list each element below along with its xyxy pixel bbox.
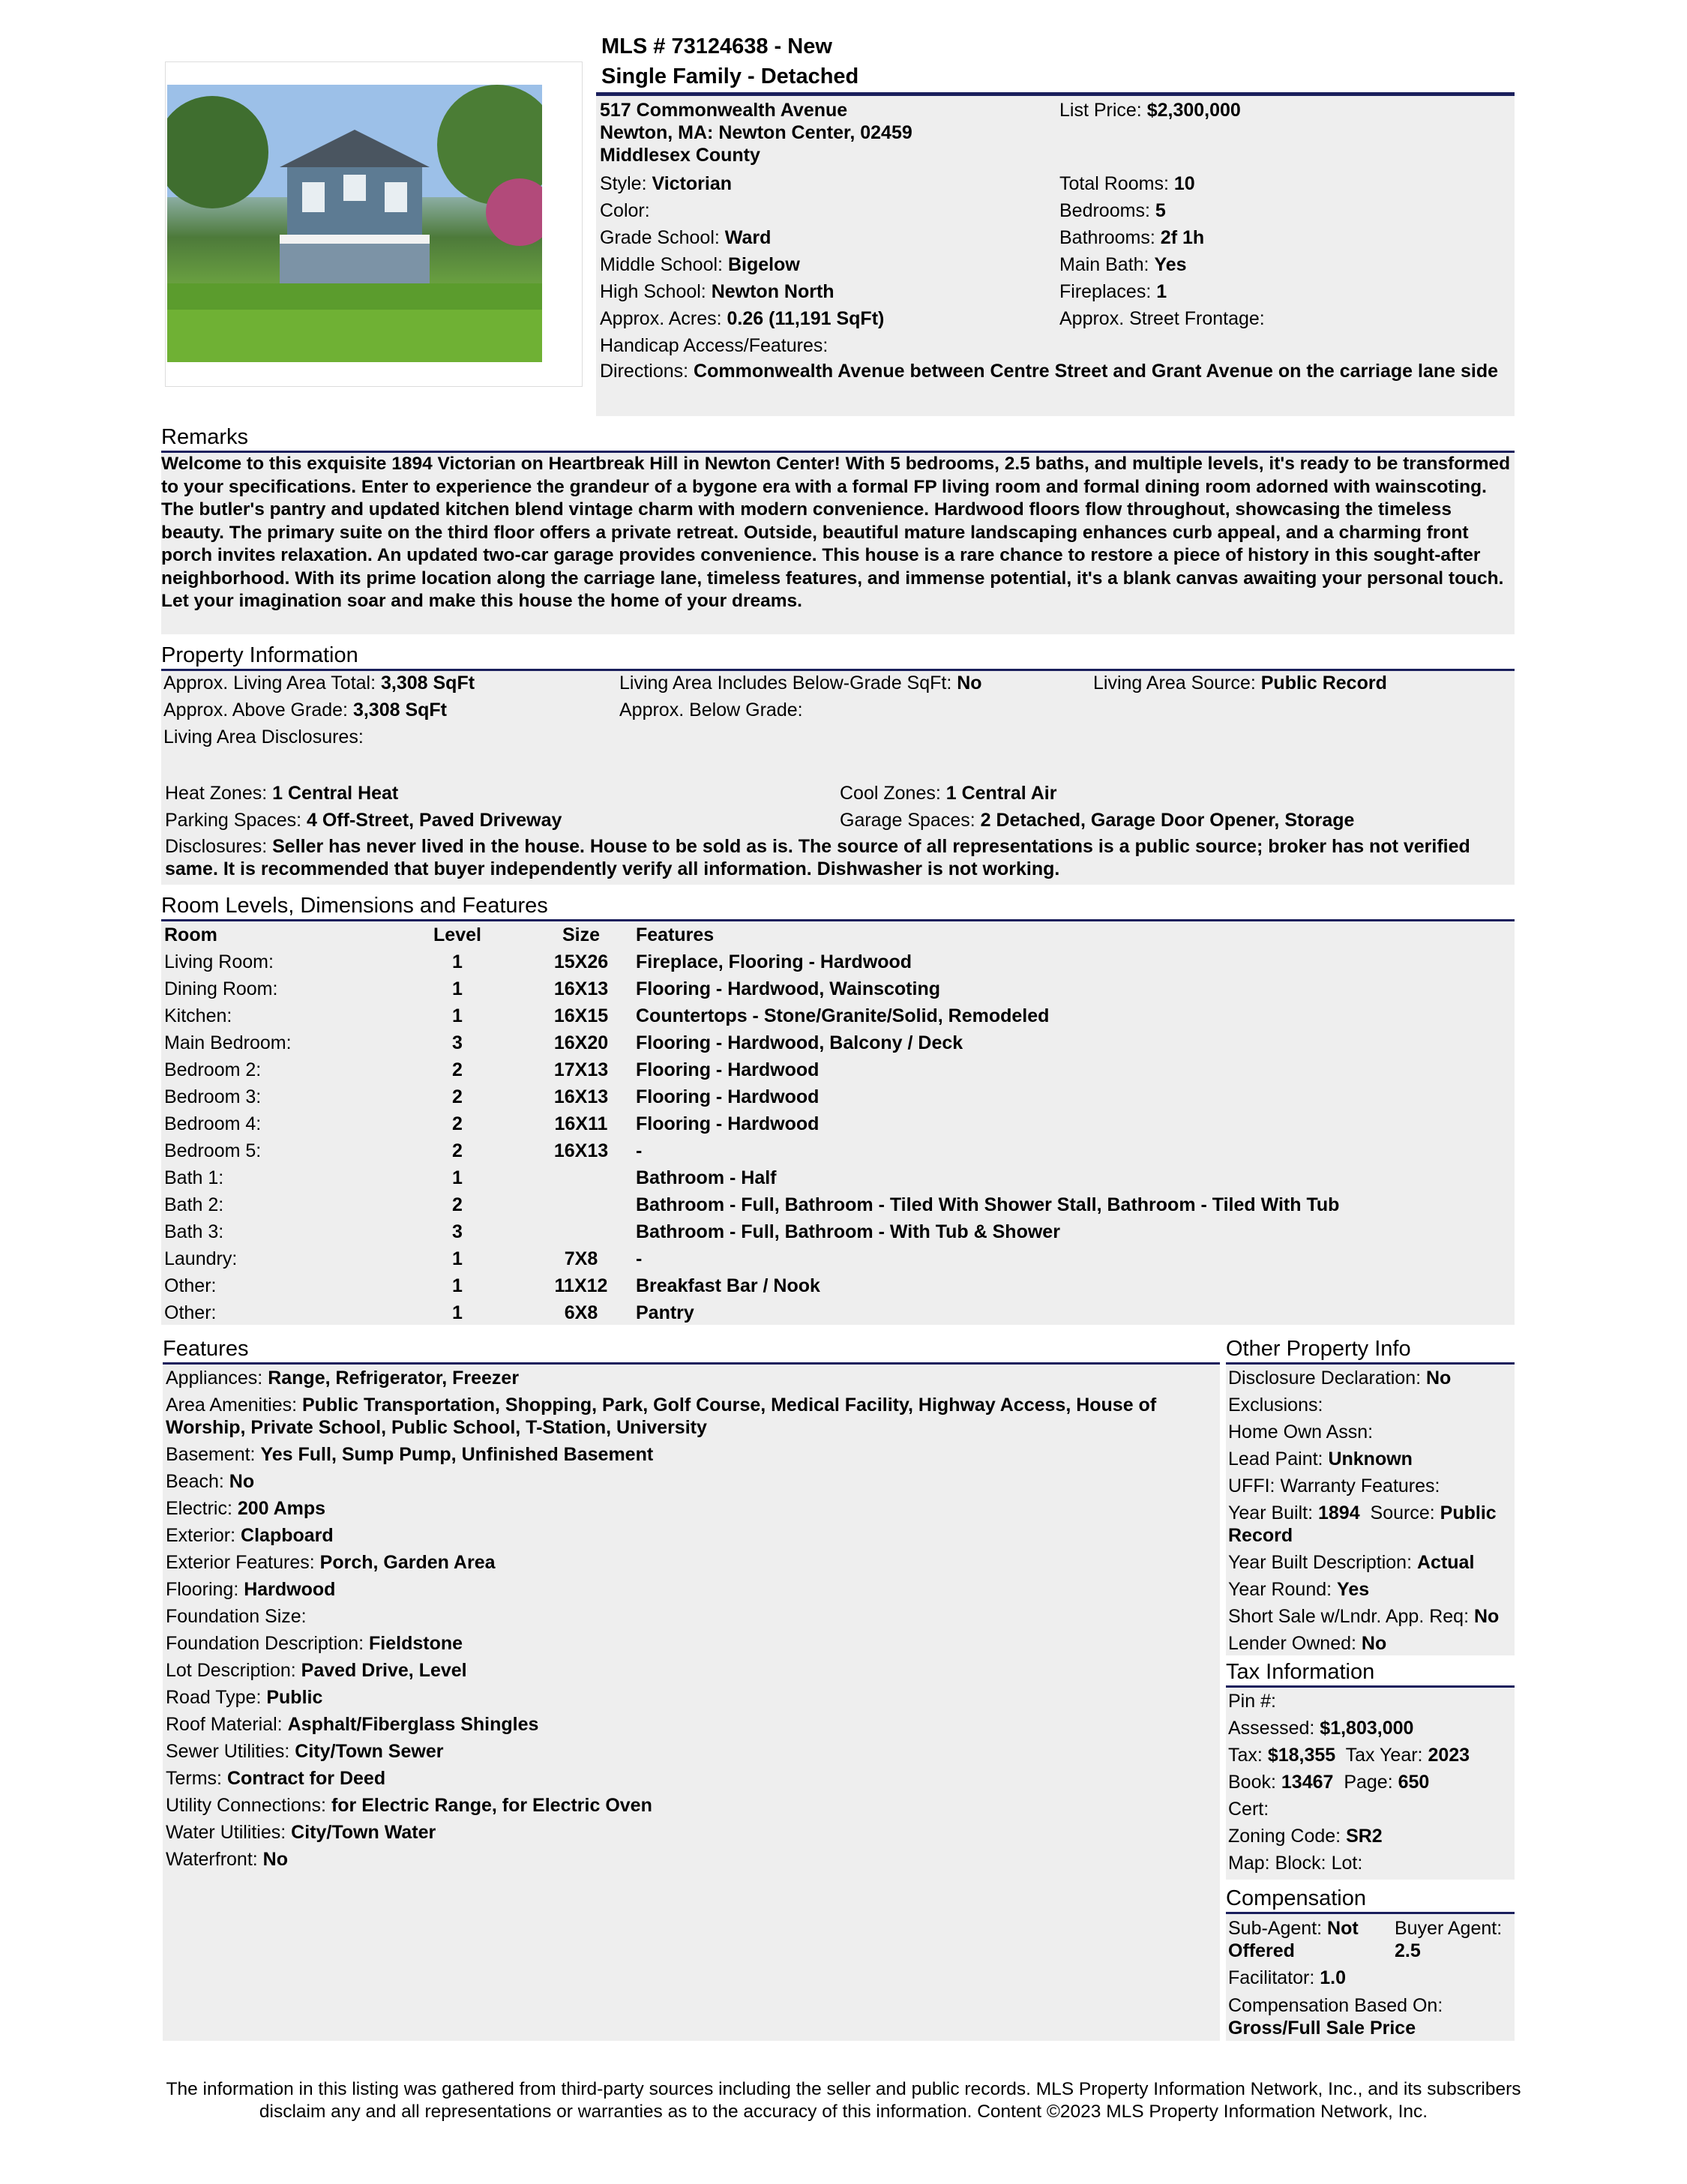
field-label: Map: (1228, 1853, 1270, 1874)
year-built-description (1228, 1549, 1512, 1576)
feature-terms (166, 1765, 1217, 1792)
feature-waterfront (166, 1846, 1217, 1873)
zoning-code (1228, 1823, 1512, 1850)
room-name: Main Bedroom: (164, 1032, 292, 1053)
garage-spaces (840, 807, 1354, 834)
living-area-source (1093, 670, 1387, 697)
table-row (161, 1137, 1511, 1164)
field-directions (600, 360, 1511, 382)
field-value: $1,803,000 (1320, 1718, 1414, 1739)
address-line-2: Newton, MA: Newton Center, 02459 (600, 122, 912, 143)
field-label: Main Bath: (1059, 254, 1149, 275)
field-label: Grade School: (600, 227, 720, 248)
feature-beach (166, 1468, 1217, 1495)
field-label: Lot: (1331, 1853, 1363, 1874)
field-value: Public Transportation, Shopping, Park, Golf Course, Medical Facility, Highway Access, House of Worship, Private School, Public School, T-Station, University (166, 1395, 1157, 1438)
disclosure-declaration (1228, 1365, 1512, 1392)
field-label: Approx. Below Grade: (619, 700, 803, 721)
address-line-1: 517 Commonwealth Avenue (600, 100, 848, 121)
field-color (600, 197, 1050, 224)
house-photo-illustration (167, 85, 542, 362)
field-street-frontage (1059, 305, 1509, 332)
field-label: Approx. Acres: (600, 308, 722, 329)
feature-utility-connections (166, 1792, 1217, 1819)
other-info-heading (1226, 1335, 1515, 1365)
field-label: Bathrooms: (1059, 227, 1155, 248)
summary-left-fields (600, 170, 1050, 359)
feature-basement (166, 1441, 1217, 1468)
field-label: Exclusions: (1228, 1395, 1323, 1416)
features-heading (163, 1335, 1220, 1365)
feature-sewer-utilities (166, 1738, 1217, 1765)
field-value: Victorian (652, 173, 733, 194)
living-area-total (163, 670, 475, 697)
tax (1228, 1742, 1512, 1769)
field-value: 0.26 (11,191 SqFt) (727, 308, 885, 329)
compensation-panel (1226, 1914, 1515, 2041)
field-label: Approx. Above Grade: (163, 700, 348, 721)
room-name: Bedroom 4: (164, 1113, 262, 1134)
field-label: Foundation Size: (166, 1606, 307, 1627)
field-value: No (1474, 1606, 1500, 1627)
field-value: Fieldstone (369, 1633, 463, 1654)
home-own-assn (1228, 1419, 1512, 1446)
year-round (1228, 1576, 1512, 1603)
field-value: Contract for Deed (226, 1768, 386, 1789)
pin (1228, 1688, 1512, 1715)
feature-area-amenities (166, 1392, 1217, 1441)
field-label: Buyer Agent: (1395, 1918, 1503, 1939)
field-value: No (1361, 1633, 1387, 1654)
room-features: Fireplace, Flooring - Hardwood (636, 951, 912, 972)
feature-road-type (166, 1684, 1217, 1711)
listing-photo[interactable] (167, 85, 542, 362)
field-value: Gross/Full Sale Price (1228, 2018, 1416, 2039)
field-value: City/Town Sewer (295, 1741, 444, 1762)
footer-disclaimer (75, 2078, 1612, 2123)
field-value: 1.0 (1320, 1967, 1347, 1988)
field-label: Flooring: (166, 1579, 239, 1600)
year-built (1228, 1499, 1512, 1549)
field-label: Foundation Description: (166, 1633, 364, 1654)
field-fireplaces (1059, 278, 1509, 305)
room-level: 1 (452, 951, 463, 972)
field-total-rooms (1059, 170, 1509, 197)
feature-appliances (166, 1365, 1217, 1392)
room-size: 16X13 (553, 978, 609, 999)
field-label: Zoning Code: (1228, 1826, 1341, 1847)
lender-owned (1228, 1630, 1512, 1657)
living-area-disclosures: Living Area Disclosures: (163, 727, 364, 747)
field-label: Tax: (1228, 1745, 1263, 1766)
field-label: Handicap Access/Features: (600, 335, 829, 356)
room-level: 2 (452, 1086, 463, 1107)
field-label: Parking Spaces: (165, 810, 302, 831)
field-value: Not Offered (1228, 1918, 1359, 1961)
property-info-heading (161, 642, 1515, 671)
feature-foundation-description (166, 1630, 1217, 1657)
field-label: Basement: (166, 1444, 256, 1465)
room-features: - (636, 1140, 643, 1161)
feature-exterior (166, 1522, 1217, 1549)
field-label: Cert: (1228, 1799, 1269, 1820)
field-label: Garage Spaces: (840, 810, 975, 831)
field-value: Porch, Garden Area (319, 1552, 496, 1573)
feature-exterior-features (166, 1549, 1217, 1576)
room-features: Flooring - Hardwood, Balcony / Deck (636, 1032, 963, 1053)
field-value: 3,308 SqFt (352, 700, 447, 721)
field-acres (600, 305, 1050, 332)
field-value: No (229, 1471, 255, 1492)
field-label: Road Type: (166, 1687, 262, 1708)
field-label: Electric: (166, 1498, 232, 1519)
room-features: Countertops - Stone/Granite/Solid, Remodeled (636, 1005, 1050, 1026)
above-grade (163, 697, 447, 724)
rooms-panel (161, 921, 1515, 1325)
room-level: 1 (452, 1167, 463, 1188)
field-label: Disclosure Declaration: (1228, 1368, 1422, 1389)
table-row (161, 1272, 1511, 1299)
room-level: 1 (452, 978, 463, 999)
field-label: Beach: (166, 1471, 224, 1492)
field-label: Compensation Based On: (1228, 1995, 1443, 2016)
list-price-value: $2,300,000 (1146, 100, 1241, 121)
field-high-school (600, 278, 1050, 305)
room-size: 16X13 (553, 1086, 609, 1107)
tax-info-panel (1226, 1688, 1515, 1880)
features-panel (163, 1365, 1220, 2041)
field-value: 1 Central Air (945, 783, 1057, 804)
room-name: Other: (164, 1302, 217, 1323)
room-name: Living Room: (164, 951, 274, 972)
footer-line-1: The information in this listing was gathered from third-party sources including the seller and public records. MLS Property Information Network, Inc., and its subscribers (166, 2079, 1521, 2099)
room-size: 16X20 (553, 1032, 609, 1053)
listing-photo-frame (165, 61, 583, 387)
field-value: Public (266, 1687, 323, 1708)
room-size: 11X12 (554, 1275, 608, 1296)
col-room: Room (164, 924, 217, 945)
sub-agent (1228, 1917, 1393, 1962)
below-grade-included (619, 670, 982, 697)
section-title: Features (163, 1337, 249, 1361)
disclosures (165, 835, 1507, 880)
room-name: Bedroom 2: (164, 1059, 262, 1080)
room-features: - (636, 1248, 643, 1269)
room-features: Bathroom - Full, Bathroom - Tiled With Shower Stall, Bathroom - Tiled With Tub (636, 1194, 1340, 1215)
feature-water-utilities (166, 1819, 1217, 1846)
field-label: Sub-Agent: (1228, 1918, 1323, 1939)
feature-lot-description (166, 1657, 1217, 1684)
room-level: 3 (452, 1221, 463, 1242)
room-features: Flooring - Hardwood (636, 1113, 820, 1134)
field-label: Year Built Description: (1228, 1552, 1413, 1573)
field-label: Utility Connections: (166, 1795, 326, 1816)
exclusions (1228, 1392, 1512, 1419)
feature-foundation-size (166, 1603, 1217, 1630)
field-label: Lender Owned: (1228, 1633, 1356, 1654)
uffi-warranty (1228, 1472, 1512, 1499)
table-row (161, 1218, 1511, 1245)
field-value: 2f 1h (1160, 227, 1205, 248)
field-value: 2023 (1428, 1745, 1470, 1766)
field-label: Bedrooms: (1059, 200, 1150, 221)
remarks-heading (161, 424, 1515, 453)
field-label: Sewer Utilities: (166, 1741, 290, 1762)
field-value: No (957, 673, 982, 694)
field-value: 2.5 (1395, 1940, 1421, 1961)
field-label: Approx. Living Area Total: (163, 673, 376, 694)
room-name: Laundry: (164, 1248, 238, 1269)
field-label: Area Amenities: (166, 1395, 298, 1416)
room-features: Pantry (636, 1302, 694, 1323)
section-title: Property Information (161, 643, 358, 667)
feature-flooring (166, 1576, 1217, 1603)
field-grade-school (600, 224, 1050, 251)
room-size: 17X13 (553, 1059, 609, 1080)
field-label: Assessed: (1228, 1718, 1315, 1739)
field-handicap (600, 332, 1050, 359)
table-row (161, 1002, 1511, 1029)
room-features: Flooring - Hardwood (636, 1086, 820, 1107)
room-level: 1 (452, 1302, 463, 1323)
field-value: No (262, 1849, 288, 1870)
field-value: Newton North (711, 281, 835, 302)
tax-info-heading (1226, 1658, 1515, 1688)
field-value: No (1426, 1368, 1452, 1389)
field-label: Roof Material: (166, 1714, 283, 1735)
field-value: SR2 (1346, 1826, 1383, 1847)
field-bathrooms (1059, 224, 1509, 251)
field-label: Block: (1275, 1853, 1326, 1874)
field-value: $18,355 (1267, 1745, 1336, 1766)
field-label: Cool Zones: (840, 783, 941, 804)
field-value: 10 (1173, 173, 1195, 194)
field-label: Disclosures: (165, 836, 268, 857)
section-title: Other Property Info (1226, 1337, 1411, 1361)
table-row (161, 1110, 1511, 1137)
field-value: 13467 (1281, 1772, 1334, 1793)
section-title: Room Levels, Dimensions and Features (161, 894, 548, 918)
field-value: Clapboard (241, 1525, 334, 1546)
field-value: for Electric Range, for Electric Oven (331, 1795, 652, 1816)
field-label: Book: (1228, 1772, 1276, 1793)
room-level: 3 (452, 1032, 463, 1053)
field-label: Source: (1370, 1502, 1435, 1523)
remarks-text: Welcome to this exquisite 1894 Victorian on Heartbreak Hill in Newton Center! With 5 bedrooms, 2.5 baths, and multiple levels, it's ready to be transformed to your specifications. Enter to experience the grandeur of a bygone era with a formal FP living room and formal dining room adorned with wainscoting. The butler's pantry and updated kitchen blend vintage charm with modern convenience. Hardwood floors flow throughout, showcasing the timeless beauty. The primary suite on the third floor offers a private retreat. Outside, beautiful mature landscaping enhances curb appeal, and a charming front porch invites relaxation. An updated two-car garage provides convenience. This house is a rare chance to restore a piece of history in this sought-after neighborhood. With its prime location along the carriage lane, timeless features, and immense potential, it's a blank canvas awaiting your personal touch. Let your imagination soar and make this house the home of your dreams. (161, 453, 1515, 634)
field-value: 2 Detached, Garage Door Opener, Storage (980, 810, 1355, 831)
room-features: Flooring - Hardwood (636, 1059, 820, 1080)
table-row (161, 1299, 1511, 1326)
field-label: Short Sale w/Lndr. App. Req: (1228, 1606, 1470, 1627)
compensation-based-on (1228, 1994, 1513, 2039)
field-label: Terms: (166, 1768, 222, 1789)
buyer-agent (1395, 1917, 1515, 1962)
room-size: 16X15 (553, 1005, 609, 1026)
field-value: Commonwealth Avenue between Centre Street and Grant Avenue on the carriage lane side (694, 361, 1498, 382)
field-value: 1 (1156, 281, 1167, 302)
list-price-label: List Price: (1059, 100, 1142, 121)
field-value: Public Record (1260, 673, 1387, 694)
field-middle-school (600, 251, 1050, 278)
field-value: 4 Off-Street, Paved Driveway (307, 810, 562, 831)
field-label: Middle School: (600, 254, 723, 275)
room-features: Flooring - Hardwood, Wainscoting (636, 978, 940, 999)
field-value: Public Record (1228, 1502, 1497, 1546)
table-row (161, 1245, 1511, 1272)
field-label: Approx. Street Frontage: (1059, 308, 1265, 329)
field-value: 3,308 SqFt (381, 673, 475, 694)
field-value: Actual (1417, 1552, 1475, 1573)
lead-paint (1228, 1446, 1512, 1472)
room-level: 2 (452, 1059, 463, 1080)
facilitator (1228, 1964, 1346, 1991)
field-label: Living Area Source: (1093, 673, 1256, 694)
room-name: Dining Room: (164, 978, 278, 999)
field-value: Yes (1337, 1579, 1370, 1600)
feature-roof-material (166, 1711, 1217, 1738)
field-label: High School: (600, 281, 706, 302)
field-value: Asphalt/Fiberglass Shingles (287, 1714, 539, 1735)
parking-spaces (165, 807, 562, 834)
room-size: 7X8 (564, 1248, 598, 1269)
room-size: 6X8 (564, 1302, 598, 1323)
compensation-heading (1226, 1885, 1515, 1914)
field-value: Range, Refrigerator, Freezer (268, 1368, 520, 1389)
field-value: Ward (724, 227, 772, 248)
field-value: City/Town Water (291, 1822, 436, 1843)
col-level: Level (433, 924, 481, 945)
field-value: Paved Drive, Level (301, 1660, 467, 1681)
field-label: Color: (600, 200, 650, 221)
room-name: Bath 2: (164, 1194, 224, 1215)
footer-line-2: disclaim any and all representations or warranties as to the accuracy of this information. Content ©2023 MLS Property Information Network, Inc. (259, 2102, 1428, 2122)
room-size: 16X11 (554, 1113, 608, 1134)
field-label: Year Built: (1228, 1502, 1314, 1523)
property-type: Single Family - Detached (601, 64, 859, 88)
table-row (161, 948, 1511, 975)
field-value: 1 Central Heat (272, 783, 399, 804)
field-value: Seller has never lived in the house. House to be sold as is. The source of all representations is a public source; broker has not verified same. It is recommended that buyer independently verify all information. Dishwasher is not working. (165, 836, 1470, 879)
field-label: Exterior Features: (166, 1552, 315, 1573)
field-value: Unknown (1328, 1449, 1413, 1469)
room-level: 2 (452, 1140, 463, 1161)
col-size: Size (562, 924, 601, 945)
field-label: Total Rooms: (1059, 173, 1169, 194)
map-block-lot (1228, 1850, 1512, 1877)
field-label: Lot Description: (166, 1660, 296, 1681)
field-label: Heat Zones: (165, 783, 268, 804)
table-row (161, 1191, 1511, 1218)
field-label: Lead Paint: (1228, 1449, 1323, 1469)
room-name: Kitchen: (164, 1005, 232, 1026)
room-name: Bedroom 5: (164, 1140, 262, 1161)
field-main-bath (1059, 251, 1509, 278)
field-style (600, 170, 1050, 197)
assessed (1228, 1715, 1512, 1742)
book-page (1228, 1769, 1512, 1796)
field-value: 200 Amps (237, 1498, 326, 1519)
room-features: Bathroom - Full, Bathroom - With Tub & Shower (636, 1221, 1060, 1242)
field-label: Home Own Assn: (1228, 1422, 1374, 1443)
room-size: 16X13 (553, 1140, 609, 1161)
room-level: 2 (452, 1113, 463, 1134)
table-row (161, 1083, 1511, 1110)
section-title: Remarks (161, 425, 249, 449)
room-name: Other: (164, 1275, 217, 1296)
cert (1228, 1796, 1512, 1823)
other-info-panel (1226, 1365, 1515, 1655)
table-row (161, 1164, 1511, 1191)
field-value: 1894 (1318, 1502, 1360, 1523)
feature-electric (166, 1495, 1217, 1522)
summary-right-fields (1059, 170, 1509, 332)
room-name: Bath 1: (164, 1167, 224, 1188)
short-sale (1228, 1603, 1512, 1630)
rooms-heading (161, 892, 1515, 921)
section-title: Tax Information (1226, 1660, 1375, 1684)
heat-zones (165, 780, 398, 807)
field-value: Yes Full, Sump Pump, Unfinished Basement (260, 1444, 654, 1465)
field-label: Fireplaces: (1059, 281, 1152, 302)
room-name: Bath 3: (164, 1221, 224, 1242)
col-features: Features (636, 924, 715, 945)
field-label: Water Utilities: (166, 1822, 286, 1843)
field-label: Facilitator: (1228, 1967, 1315, 1988)
room-features: Breakfast Bar / Nook (636, 1275, 820, 1296)
room-level: 1 (452, 1275, 463, 1296)
field-value: Hardwood (244, 1579, 336, 1600)
field-label: Waterfront: (166, 1849, 258, 1870)
table-row (161, 975, 1511, 1002)
room-size: 15X26 (553, 951, 609, 972)
field-label: Exterior: (166, 1525, 236, 1546)
table-row (161, 1056, 1511, 1083)
field-label: UFFI: (1228, 1475, 1275, 1496)
table-row (161, 1029, 1511, 1056)
cool-zones (840, 780, 1056, 807)
field-label: Living Area Includes Below-Grade SqFt: (619, 673, 952, 694)
field-label: Page: (1344, 1772, 1393, 1793)
room-features: Bathroom - Half (636, 1167, 777, 1188)
field-label: Tax Year: (1345, 1745, 1423, 1766)
field-label: Appliances: (166, 1368, 263, 1389)
field-bedrooms (1059, 197, 1509, 224)
field-label: Pin #: (1228, 1691, 1276, 1712)
section-title: Compensation (1226, 1886, 1366, 1910)
field-label: Directions: (600, 361, 689, 382)
rooms-table-header (161, 921, 1511, 948)
field-label: Warranty Features: (1280, 1475, 1440, 1496)
room-level: 2 (452, 1194, 463, 1215)
field-label: Year Round: (1228, 1579, 1332, 1600)
room-name: Bedroom 3: (164, 1086, 262, 1107)
field-value: 650 (1398, 1772, 1430, 1793)
below-grade (619, 697, 803, 724)
field-value: Bigelow (727, 254, 800, 275)
mls-number: MLS # 73124638 - New (601, 34, 832, 58)
address-county: Middlesex County (600, 145, 760, 166)
field-value: Yes (1154, 254, 1187, 275)
room-level: 1 (452, 1248, 463, 1269)
field-value: 5 (1155, 200, 1166, 221)
room-level: 1 (452, 1005, 463, 1026)
list-price (1059, 99, 1241, 121)
field-label: Style: (600, 173, 647, 194)
